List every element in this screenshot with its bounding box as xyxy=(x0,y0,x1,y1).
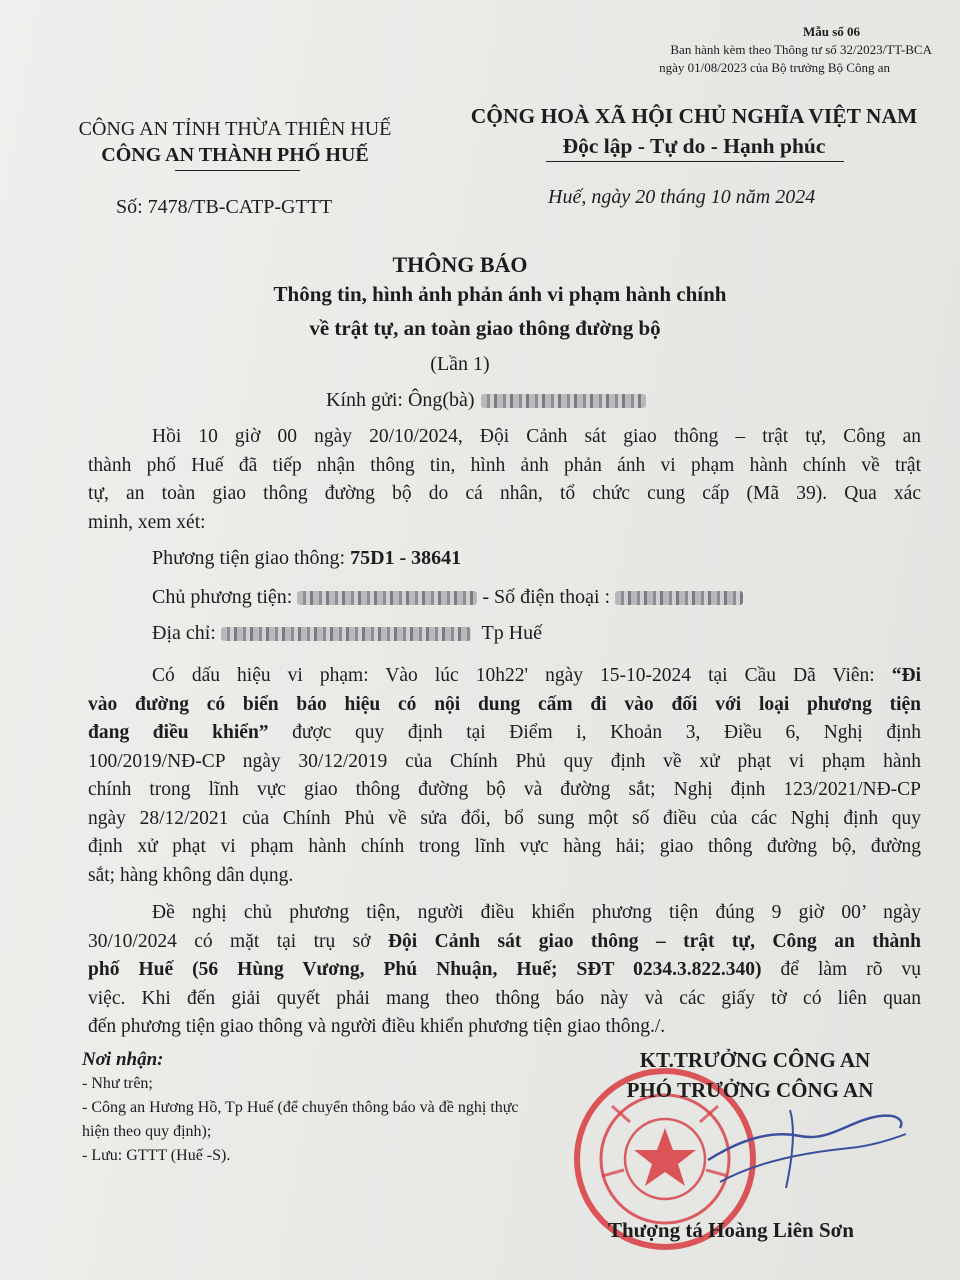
violation-line: sắt; hàng không dân dụng. xyxy=(88,864,294,886)
request-text: để làm rõ vụ xyxy=(761,959,921,980)
request-line: việc. Khi đến giải quyết phải mang theo thông báo này và các giấy tờ có liên quan xyxy=(88,987,921,1009)
violation-line: 100/2019/NĐ-CP ngày 30/12/2019 của Chính Phủ quy định về xử phạt vi phạm hành xyxy=(88,750,921,772)
request-line xyxy=(88,928,921,957)
document-number: Số: 7478/TB-CATP-GTTT xyxy=(116,196,333,218)
redacted-phone xyxy=(615,591,743,605)
violation-line: định xử phạt vi phạm hành chính trong lĩnh vực hàng hải; giao thông đường bộ, đường xyxy=(88,836,921,857)
place-date: Huế, ngày 20 tháng 10 năm 2024 xyxy=(548,186,816,208)
recipients-title: Nơi nhận: xyxy=(82,1049,164,1070)
intro-line: Hồi 10 giờ 00 ngày 20/10/2024, Đội Cảnh sát giao thông – trật tự, Công an xyxy=(152,426,921,447)
form-issuance-line: Ban hành kèm theo Thông tư số 32/2023/TT-BCA xyxy=(670,42,932,57)
motto-underline xyxy=(546,161,844,162)
address-label: Địa chỉ: xyxy=(152,622,221,644)
owner-line xyxy=(152,586,743,609)
request-bold: Đội Cảnh sát giao thông – trật tự, Công an thành xyxy=(387,930,921,952)
country-name: CỘNG HOÀ XÃ HỘI CHỦ NGHĨA VIỆT NAM xyxy=(470,104,918,128)
notice-attempt: (Lần 1) xyxy=(430,353,490,375)
violation-bold: vào đường có biển báo hiệu có nội dung cấm đi vào đối với loại phương tiện xyxy=(88,693,921,715)
vehicle-line xyxy=(152,547,461,570)
address-line xyxy=(152,622,542,645)
recipient-item: - Công an Hương Hồ, Tp Huế (để chuyển thông báo và đề nghị thực hiện theo quy định); xyxy=(82,1099,519,1140)
request-bold: phố Huế (56 Hùng Vương, Phú Nhuận, Huế; SĐT 0234.3.822.340) xyxy=(88,959,762,980)
owner-label: Chủ phương tiện: xyxy=(152,586,298,608)
signature-title-2: PHÓ TRƯỞNG CÔNG AN xyxy=(626,1078,874,1102)
form-number: Mẫu số 06 xyxy=(802,24,860,39)
intro-line: thành phố Huế đã tiếp nhận thông tin, hình ảnh phản ánh vi phạm hành chính về trật xyxy=(88,454,921,476)
document-title: THÔNG BÁO xyxy=(392,252,528,277)
document-subtitle-1: Thông tin, hình ảnh phản ánh vi phạm hành chính xyxy=(273,282,727,306)
violation-text: được quy định tại Điểm i, Khoản 3, Điều 6, Nghị định xyxy=(268,722,922,743)
request-line: Đề nghị chủ phương tiện, người điều khiển phương tiện đúng 9 giờ 00’ ngày xyxy=(152,902,921,923)
country-motto: Độc lập - Tự do - Hạnh phúc xyxy=(562,134,826,158)
recipients-block xyxy=(82,1048,542,1168)
violation-line xyxy=(88,719,921,748)
handwritten-signature xyxy=(700,1090,910,1210)
violation-line: ngày 28/12/2021 của Chính Phủ về sửa đổi, bổ sung một số điều của các Nghị định quy xyxy=(88,807,921,829)
violation-paragraph xyxy=(88,662,921,890)
agency-parent: CÔNG AN TỈNH THỪA THIÊN HUẾ xyxy=(78,118,392,140)
intro-paragraph xyxy=(88,423,921,537)
request-line xyxy=(88,956,921,985)
violation-line xyxy=(88,691,921,720)
intro-line: minh, xem xét: xyxy=(88,511,206,533)
address-suffix: Tp Huế xyxy=(476,622,543,644)
addressee xyxy=(326,389,646,412)
recipient-item: - Lưu: GTTT (Huế -S). xyxy=(82,1147,231,1164)
agency-underline xyxy=(175,170,300,171)
violation-bold: đang điều khiển” xyxy=(88,722,269,743)
request-text: 30/10/2024 có mặt tại trụ sở xyxy=(88,930,388,952)
request-line: đến phương tiện giao thông và người điều khiển phương tiện giao thông./. xyxy=(88,1016,666,1037)
form-issuance-date: ngày 01/08/2023 của Bộ trưởng Bộ Công an xyxy=(659,60,890,75)
redacted-owner-name xyxy=(297,591,477,605)
intro-line: tự, an toàn giao thông đường bộ do cá nhân, tổ chức cung cấp (Mã 39). Qua xác xyxy=(88,483,921,504)
addressee-label: Kính gửi: Ông(bà) xyxy=(326,389,475,411)
violation-line: chính trong lĩnh vực giao thông đường bộ và đường sắt; Nghị định 123/2021/NĐ-CP xyxy=(88,779,921,800)
recipient-item: - Như trên; xyxy=(82,1075,153,1092)
document-subtitle-2: về trật tự, an toàn giao thông đường bộ xyxy=(309,316,661,340)
request-paragraph xyxy=(88,899,921,1042)
violation-line xyxy=(88,662,921,691)
vehicle-label: Phương tiện giao thông: xyxy=(152,547,351,569)
redacted-address xyxy=(221,627,471,641)
agency-name: CÔNG AN THÀNH PHỐ HUẾ xyxy=(101,144,369,166)
redacted-addressee-name xyxy=(481,394,646,408)
signature-title-1: KT.TRƯỞNG CÔNG AN xyxy=(639,1048,871,1072)
vehicle-plate: 75D1 - 38641 xyxy=(350,547,462,569)
signer-name: Thượng tá Hoàng Liên Sơn xyxy=(608,1218,854,1242)
phone-label: - Số điện thoại : xyxy=(477,586,616,608)
violation-bold: “Đi xyxy=(891,665,921,686)
violation-text: Có dấu hiệu vi phạm: Vào lúc 10h22' ngày 15-10-2024 tại Cầu Dã Viên: xyxy=(152,665,892,686)
